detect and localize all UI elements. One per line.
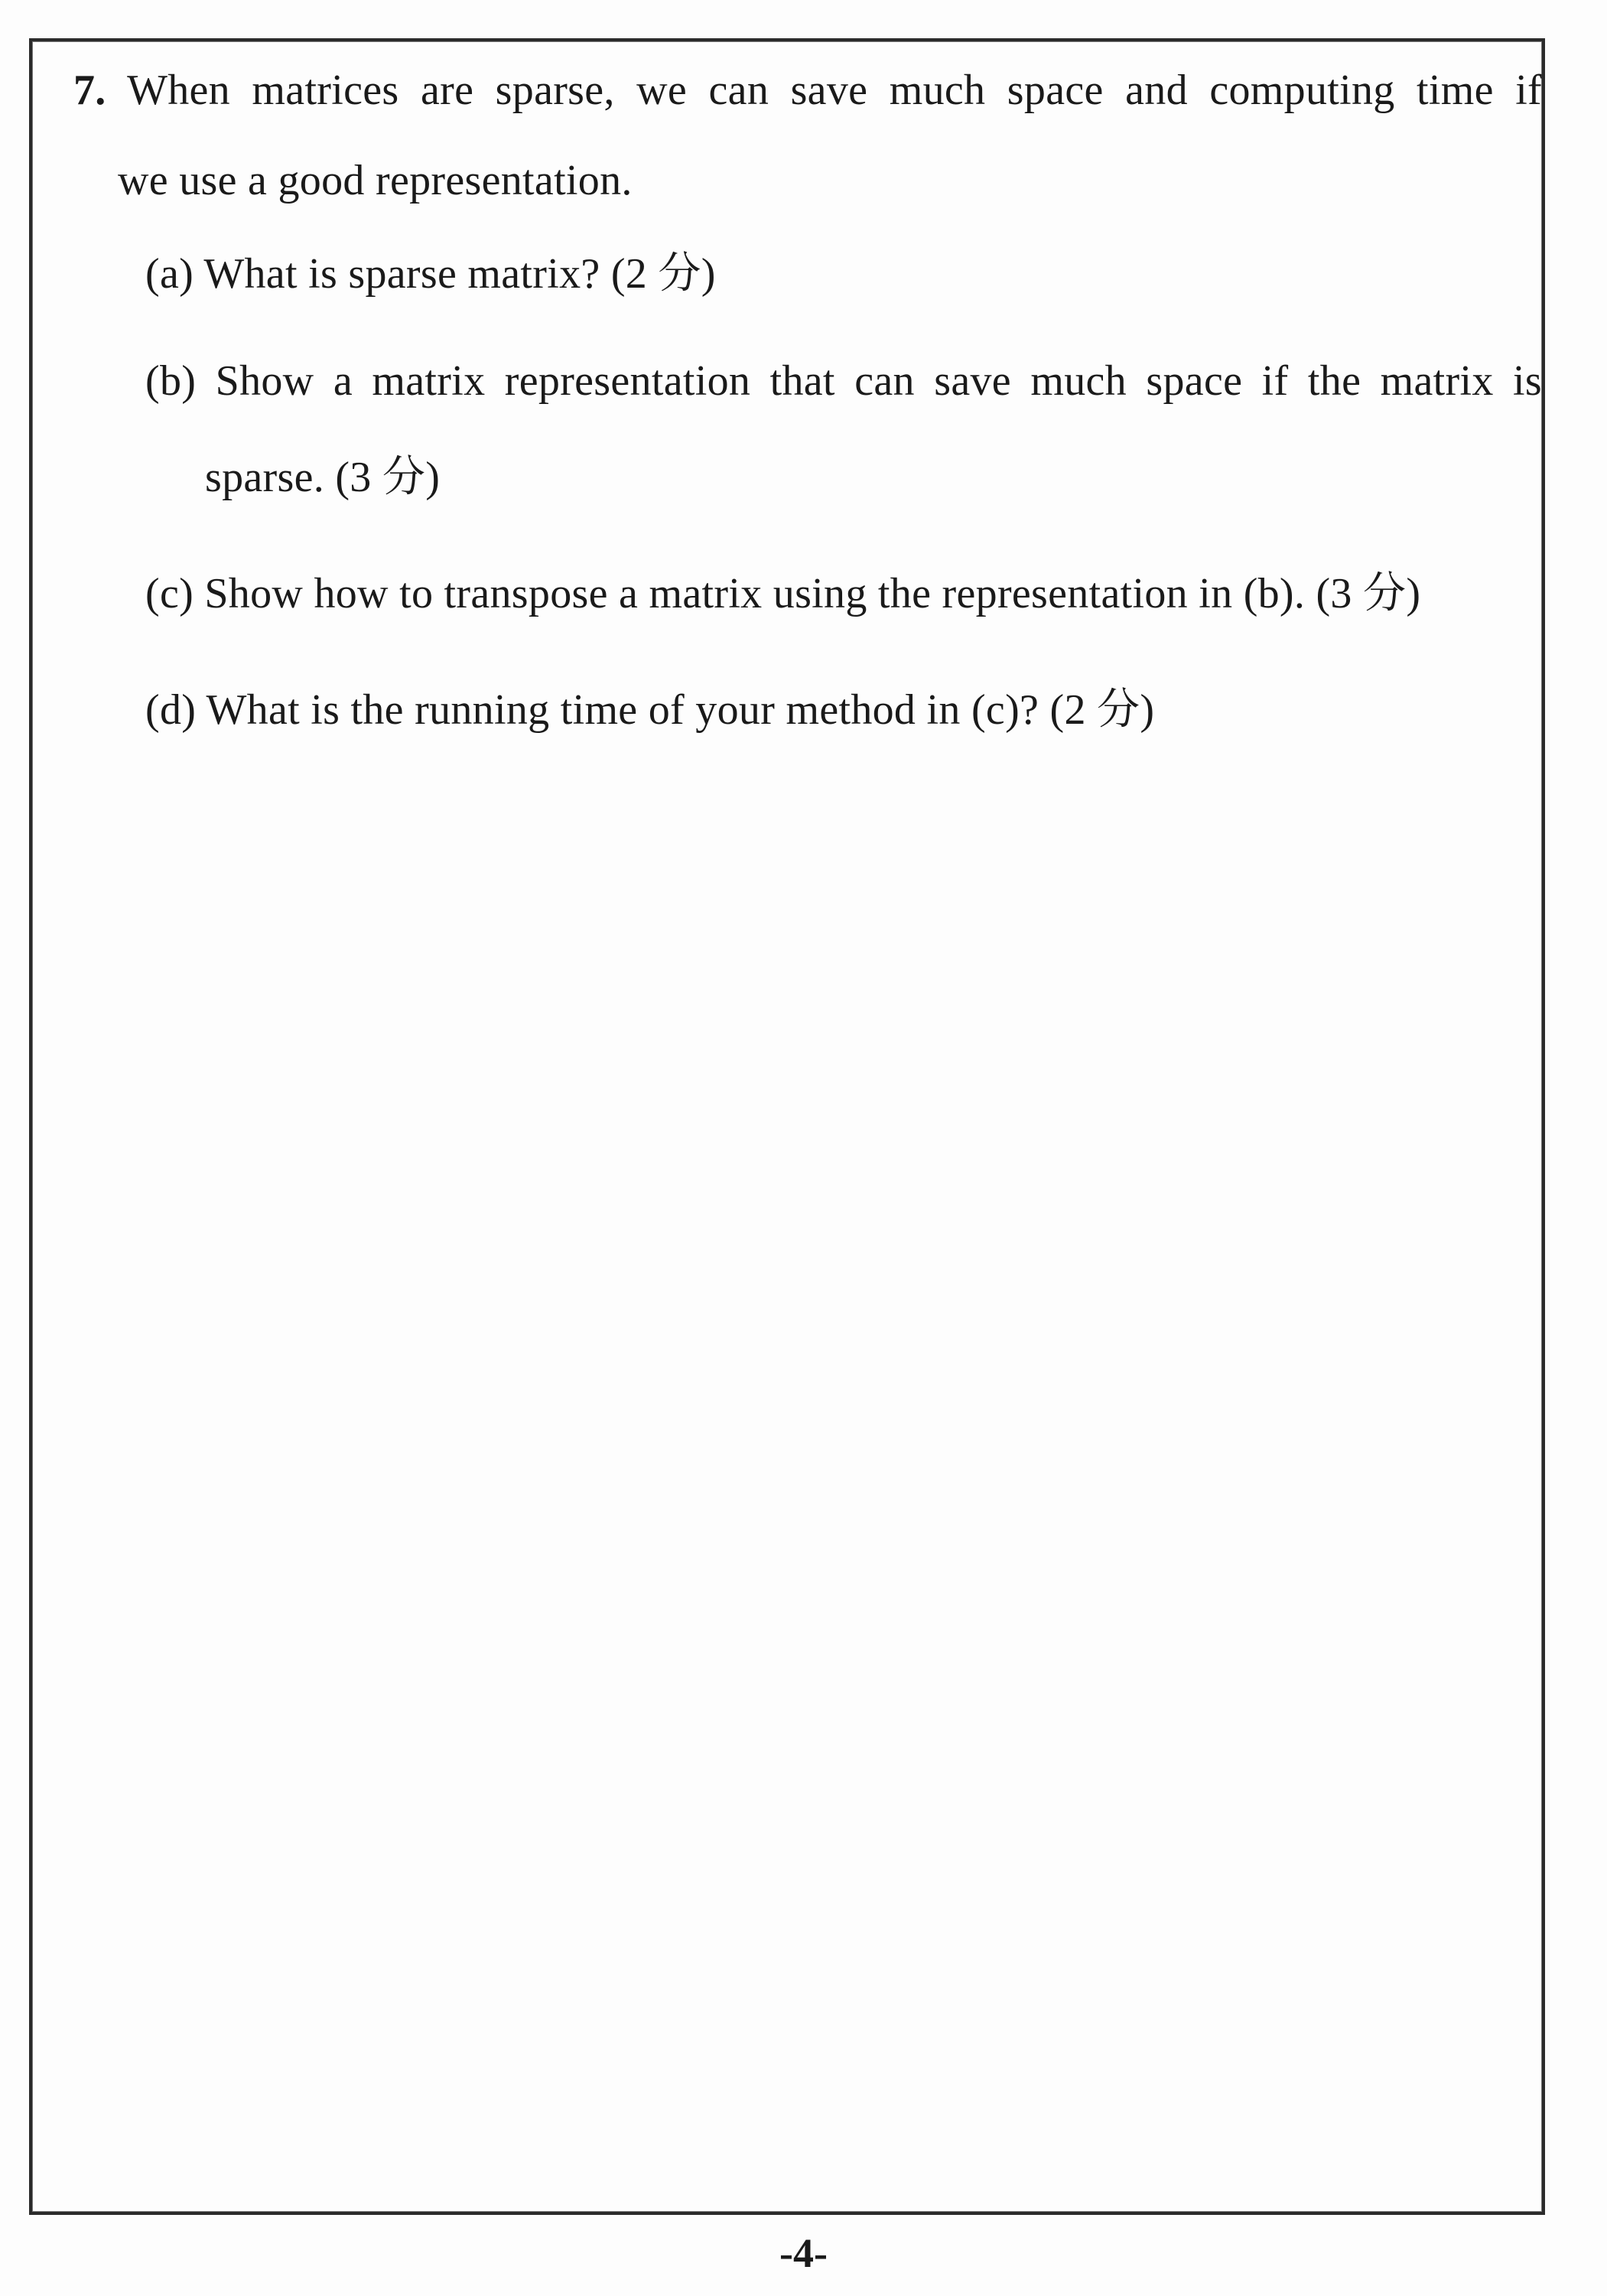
question-intro-text: When matrices are sparse, we can save much space and computing time if	[127, 67, 1543, 114]
question-part-c: (c) Show how to transpose a matrix using the representation in (b). (3 分)	[145, 570, 1421, 617]
question-part-b-line-2: sparse. (3 分)	[205, 454, 441, 501]
page-number: -4-	[779, 2230, 828, 2276]
question-intro-line-2: we use a good representation.	[118, 157, 633, 204]
question-intro-line-1	[73, 69, 1542, 112]
question-part-b-line-1: (b) Show a matrix representation that can save much space if the matrix is	[145, 357, 1542, 405]
question-part-d: (d) What is the running time of your method in (c)? (2 分)	[145, 686, 1155, 734]
question-part-a: (a) What is sparse matrix? (2 分)	[145, 250, 716, 298]
question-number: 7.	[73, 67, 106, 114]
